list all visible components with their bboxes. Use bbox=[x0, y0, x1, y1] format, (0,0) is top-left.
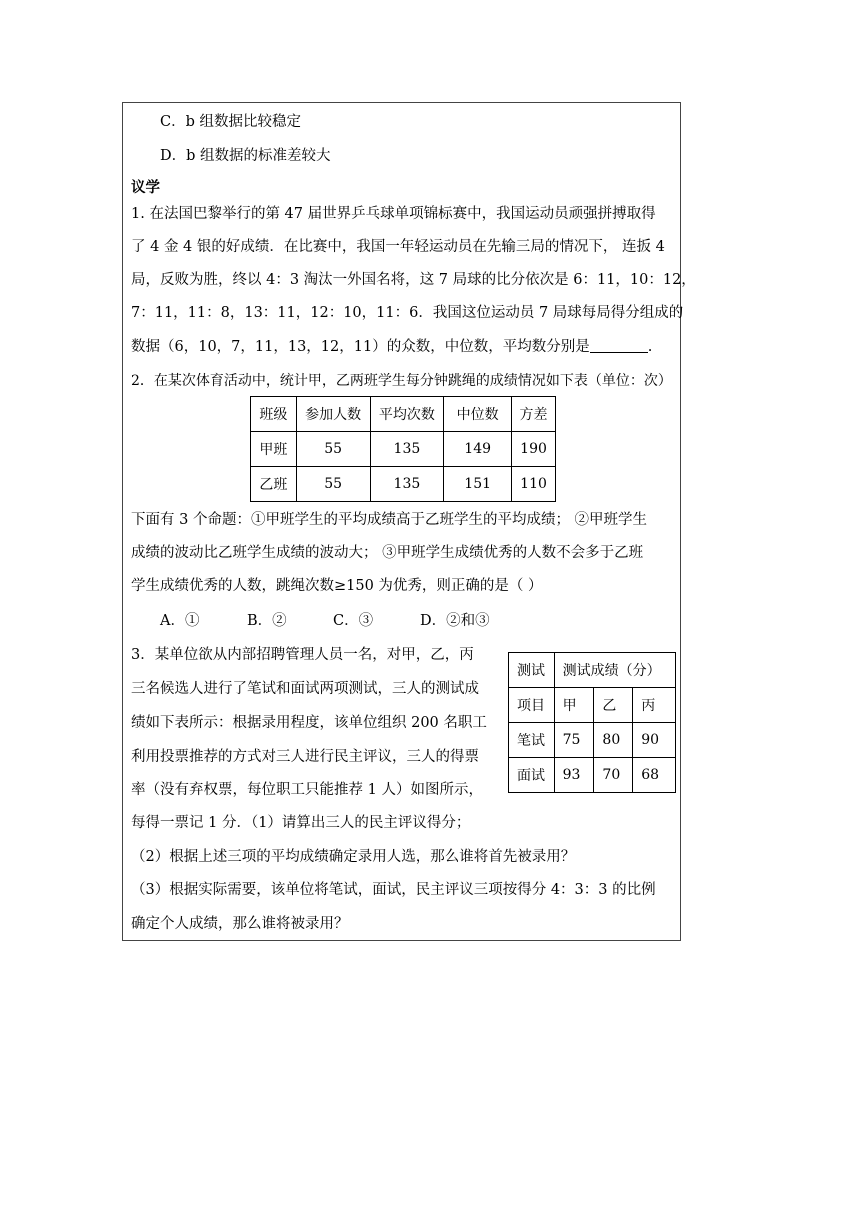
table-header-row bbox=[509, 653, 676, 688]
table-cell: 151 bbox=[444, 467, 512, 502]
table-cell: 93 bbox=[554, 758, 594, 793]
table-cell: 135 bbox=[370, 467, 444, 502]
q3-table bbox=[508, 652, 676, 793]
q3-line-4: 利用投票推荐的方式对三人进行民主评议，三人的得票 bbox=[131, 749, 479, 765]
q3-line-2: 三名候选人进行了笔试和面试两项测试，三人的测试成 bbox=[131, 681, 479, 697]
table-header-cell: 乙 bbox=[594, 688, 633, 723]
table-cell: 110 bbox=[512, 467, 556, 502]
table-header-cell: 甲 bbox=[554, 688, 594, 723]
q3-line-1: 3．某单位欲从内部招聘管理人员一名，对甲，乙，丙 bbox=[131, 647, 474, 663]
q2-line-2: 成绩的波动比乙班学生成绩的波动大； ③甲班学生成绩优秀的人数不会多于乙班 bbox=[131, 545, 644, 561]
table-cell: 190 bbox=[512, 432, 556, 467]
q1-line-5-text: 数据（6，10，7，11，13，12，11）的众数，中位数，平均数分别是 bbox=[131, 339, 590, 355]
option-c-prev: C．b 组数据比较稳定 bbox=[160, 114, 301, 130]
q2-option-a: A．① bbox=[160, 613, 200, 629]
q1-line-2: 了 4 金 4 银的好成绩．在比赛中，我国一年轻运动员在先输三局的情况下， 连扳 4 bbox=[131, 239, 665, 255]
section-title: 议学 bbox=[131, 179, 160, 196]
q2-intro: 2．在某次体育活动中，统计甲，乙两班学生每分钟跳绳的成绩情况如下表（单位：次） bbox=[131, 373, 672, 389]
table-cell: 笔试 bbox=[509, 723, 555, 758]
q3-line-3: 绩如下表所示：根据录用程度，该单位组织 200 名职工 bbox=[131, 715, 487, 731]
q3-line-7: （2）根据上述三项的平均成绩确定录用人选，那么谁将首先被录用？ bbox=[131, 849, 576, 865]
q3-line-5: 率（没有弃权票，每位职工只能推荐 1 人）如图所示， bbox=[131, 782, 483, 798]
q2-option-c: C．③ bbox=[333, 613, 374, 629]
table-header-cell: 班级 bbox=[251, 397, 297, 432]
table-header-row bbox=[509, 688, 676, 723]
q1-line-5 bbox=[131, 337, 652, 357]
table-header-cell: 项目 bbox=[509, 688, 555, 723]
q2-table bbox=[250, 396, 556, 502]
table-header-cell: 参加人数 bbox=[296, 397, 370, 432]
table-row bbox=[251, 467, 556, 502]
table-row bbox=[509, 758, 676, 793]
q2-option-d: D．②和③ bbox=[420, 613, 490, 629]
q3-line-6: 每得一票记 1 分．（1）请算出三人的民主评议得分； bbox=[131, 815, 471, 831]
q1-line-1: 1. 在法国巴黎举行的第 47 届世界乒乓球单项锦标赛中，我国运动员顽强拼搏取得 bbox=[131, 206, 656, 222]
table-row bbox=[509, 723, 676, 758]
table-header-cell: 中位数 bbox=[444, 397, 512, 432]
q1-line-3: 局，反败为胜，终以 4：3 淘汰一外国名将，这 7 局球的比分依次是 6：11，10：12， bbox=[131, 272, 696, 288]
q2-line-3: 学生成绩优秀的人数，跳绳次数≥150 为优秀，则正确的是（ ） bbox=[131, 578, 543, 594]
table-cell: 55 bbox=[296, 467, 370, 502]
q3-line-8: （3）根据实际需要，该单位将笔试，面试，民主评议三项按得分 4：3：3 的比例 bbox=[131, 882, 656, 898]
table-cell: 55 bbox=[296, 432, 370, 467]
table-cell: 75 bbox=[554, 723, 594, 758]
table-header-cell: 方差 bbox=[512, 397, 556, 432]
option-d-prev: D．b 组数据的标准差较大 bbox=[160, 148, 331, 164]
table-header-cell: 测试 bbox=[509, 653, 555, 688]
q1-end: . bbox=[647, 339, 653, 355]
table-cell: 80 bbox=[594, 723, 633, 758]
table-header-cell: 测试成绩（分） bbox=[554, 653, 675, 688]
table-cell: 70 bbox=[594, 758, 633, 793]
table-row bbox=[251, 432, 556, 467]
q1-line-4: 7：11，11：8，13：11，12：10，11：6．我国这位运动员 7 局球每局得分组成的 bbox=[131, 305, 684, 321]
table-header-row bbox=[251, 397, 556, 432]
table-header-cell: 平均次数 bbox=[370, 397, 444, 432]
table-cell: 68 bbox=[633, 758, 676, 793]
q2-line-1: 下面有 3 个命题：①甲班学生的平均成绩高于乙班学生的平均成绩； ②甲班学生 bbox=[131, 512, 648, 528]
table-cell: 135 bbox=[370, 432, 444, 467]
answer-blank[interactable] bbox=[590, 338, 648, 353]
table-cell: 乙班 bbox=[251, 467, 297, 502]
table-header-cell: 丙 bbox=[633, 688, 676, 723]
table-cell: 90 bbox=[633, 723, 676, 758]
q3-line-9: 确定个人成绩，那么谁将被录用？ bbox=[131, 916, 349, 932]
table-cell: 149 bbox=[444, 432, 512, 467]
q2-option-b: B．② bbox=[247, 613, 287, 629]
table-cell: 面试 bbox=[509, 758, 555, 793]
table-cell: 甲班 bbox=[251, 432, 297, 467]
